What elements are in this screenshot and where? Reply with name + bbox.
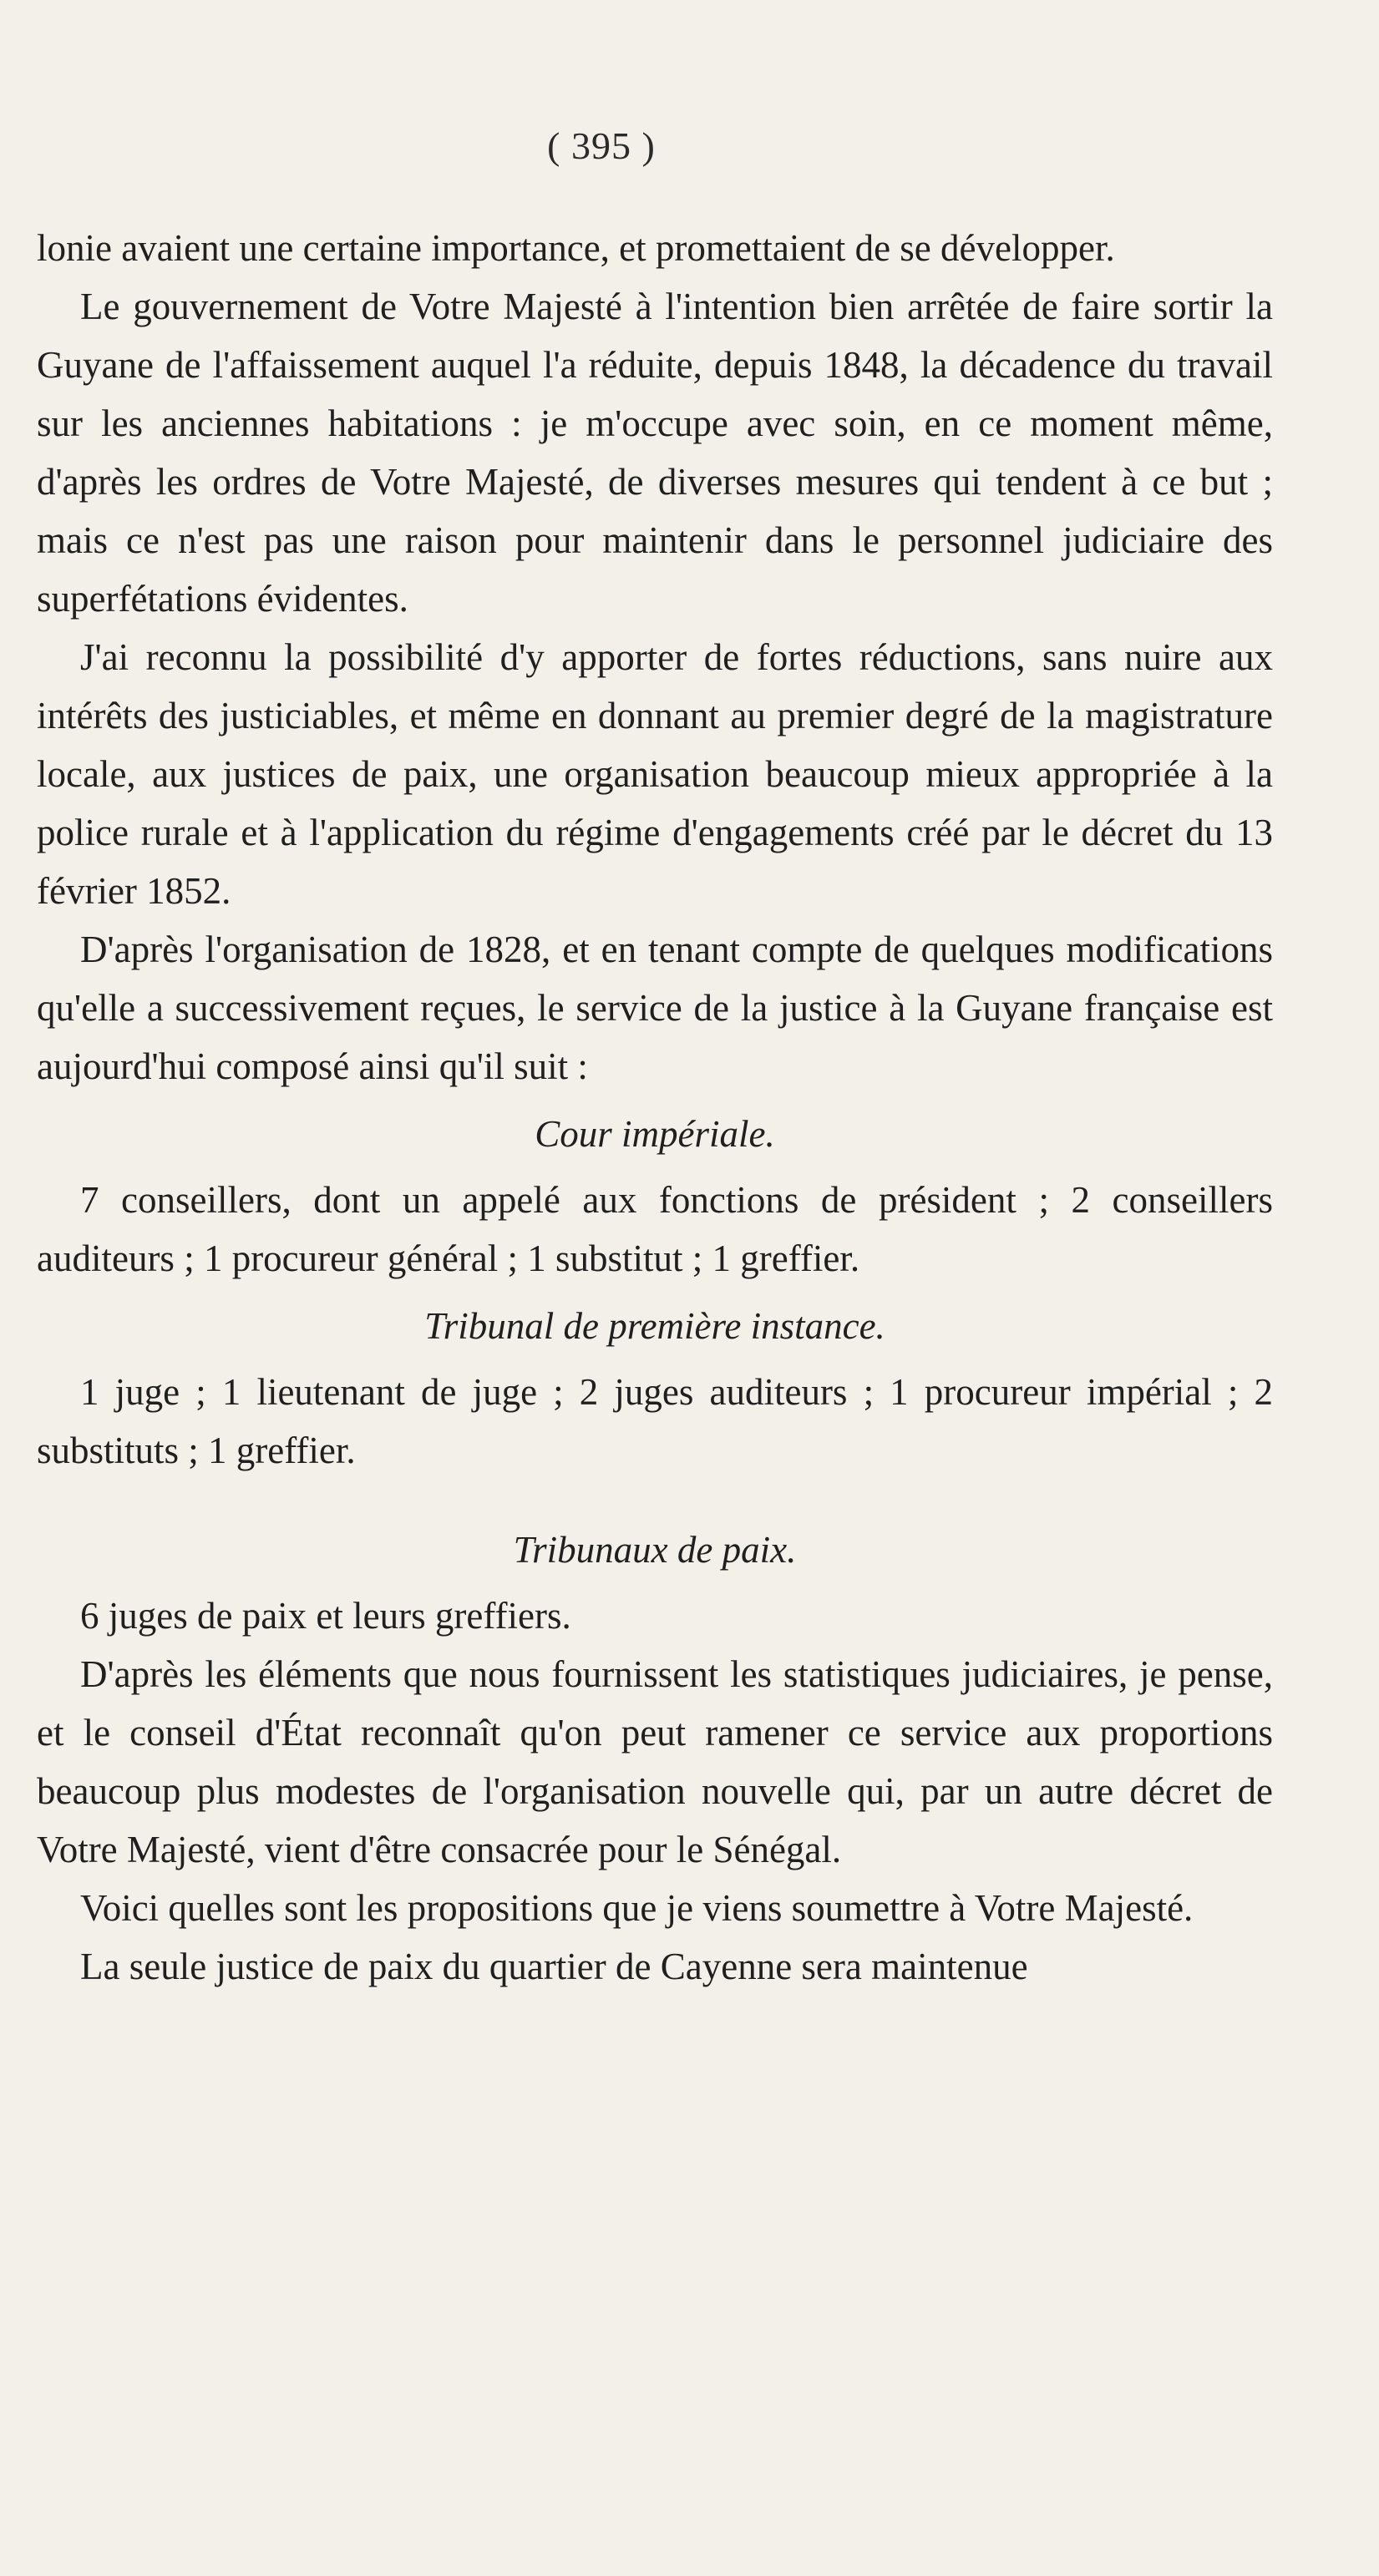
- paragraph-reductions: J'ai reconnu la possibilité d'y apporter de fortes réductions, sans nuire aux intérêts des justiciables, et même en donnant au premier degré de la magistrature locale, aux justices de paix, une organisation beaucoup mieux appropriée à la police rurale et à l'application du régime d'engagements créé par le décret du 13 février 1852.: [37, 636, 1273, 912]
- section-heading-cour-imperiale: Cour impériale.: [535, 1113, 775, 1155]
- section-text-cour-imperiale: 7 conseillers, dont un appelé aux fonctions de président ; 2 conseillers auditeurs ; 1 procureur général ; 1 substitut ; 1 greffier.: [37, 1179, 1273, 1279]
- body-text: [37, 219, 1273, 1996]
- paragraph-cayenne: La seule justice de paix du quartier de Cayenne sera maintenue: [80, 1946, 1028, 1987]
- paragraph-propositions: Voici quelles sont les propositions que je viens soumettre à Votre Majesté.: [80, 1887, 1194, 1929]
- section-text-tribunal-premiere-instance: 1 juge ; 1 lieutenant de juge ; 2 juges auditeurs ; 1 procureur impérial ; 2 substituts ; 1 greffier.: [37, 1371, 1273, 1471]
- continuation-paragraph: lonie avaient une certaine importance, et promettaient de se développer.: [37, 227, 1115, 269]
- paragraph-organisation-1828: D'après l'organisation de 1828, et en tenant compte de quelques modifications qu'elle a successivement reçues, le service de la justice à la Guyane française est aujourd'hui composé ainsi qu'il suit :: [37, 929, 1273, 1087]
- page-number: ( 395 ): [547, 124, 656, 167]
- paragraph-statistics: D'après les éléments que nous fournissent les statistiques judiciaires, je pense, et le conseil d'État reconnaît qu'on peut ramener ce service aux proportions beaucoup plus modestes de l'organisation nouvelle qui, par un autre décret de Votre Majesté, vient d'être consacrée pour le Sénégal.: [37, 1653, 1273, 1870]
- section-text-tribunaux-de-paix: 6 juges de paix et leurs greffiers.: [80, 1595, 571, 1637]
- section-heading-tribunaux-de-paix: Tribunaux de paix.: [513, 1529, 797, 1571]
- paragraph-government-intention: Le gouvernement de Votre Majesté à l'intention bien arrêtée de faire sortir la Guyane de l'affaissement auquel l'a réduite, depuis 1848, la décadence du travail sur les anciennes habitations : je m'occupe avec soin, en ce moment même, d'après les ordres de Votre Majesté, de diverses mesures qui tendent à ce but ; mais ce n'est pas une raison pour maintenir dans le personnel judiciaire des superfétations évidentes.: [37, 286, 1273, 620]
- section-heading-tribunal-premiere-instance: Tribunal de première instance.: [424, 1305, 885, 1347]
